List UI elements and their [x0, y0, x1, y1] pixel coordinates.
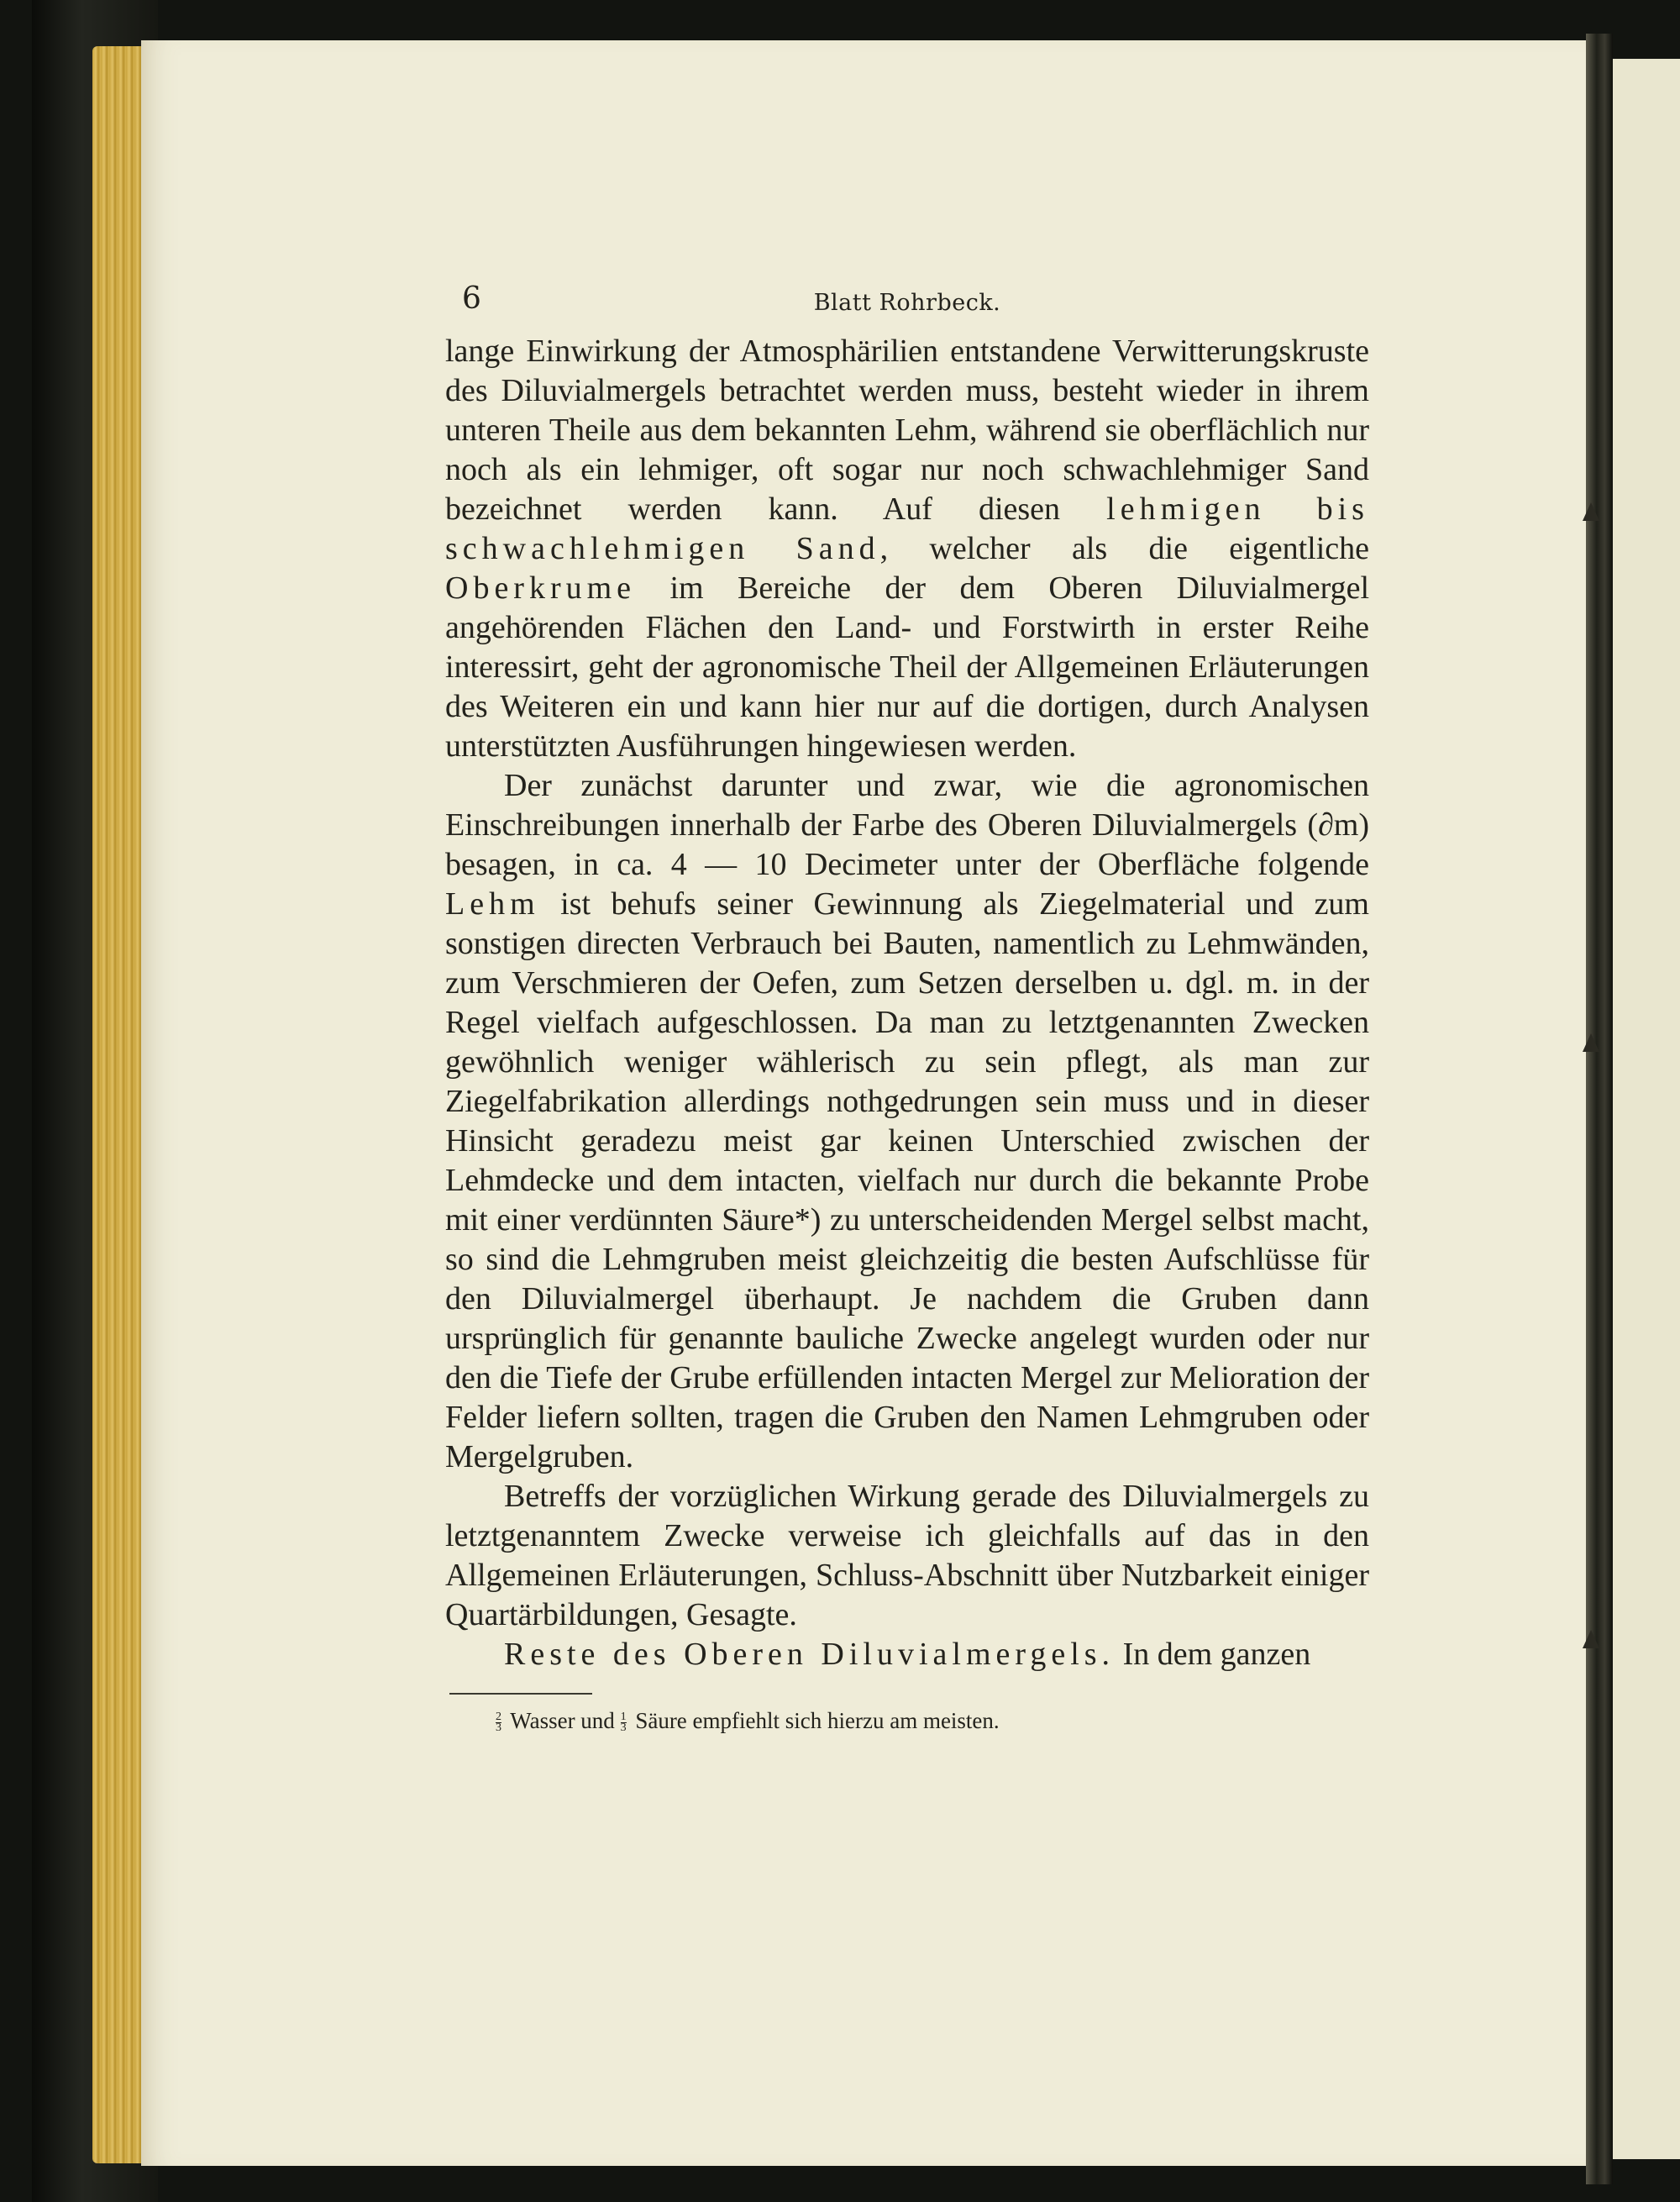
paragraph — [445, 766, 1369, 1477]
spaced-emphasis: Lehm — [445, 886, 540, 922]
running-title: Blatt Rohrbeck. — [813, 290, 1001, 316]
section-heading-inline: Reste des Oberen Diluvialmergels. — [504, 1637, 1116, 1672]
paragraph — [445, 1635, 1369, 1674]
text-run: lange Einwirkung der Atmosphärilien entstandene Verwitterungskruste des Diluvialmergels betrachtet werden muss, besteht wieder in ihrem unteren Theile aus dem bekannten Lehm, während sie oberflächlich nur noch als ein lehmiger, oft sogar nur noch schwachlehmiger Sand bezeichnet werden kann. Auf diesen — [445, 334, 1369, 527]
text-run: Der zunächst darunter und zwar, wie die agronomischen Einschreibungen innerhalb der Farbe des Oberen Diluvialmergels (∂m) besagen, in ca. 4 — 10 Decimeter unter der Oberfläche folgende — [445, 768, 1369, 882]
page-content — [445, 281, 1369, 1735]
page-header — [445, 281, 1369, 332]
body-text — [445, 332, 1369, 1674]
footnote-text: Säure empfiehlt sich hierzu am meisten. — [629, 1708, 1000, 1733]
text-run: , welcher als die eigentliche — [879, 531, 1369, 566]
fraction-denominator: 3 — [620, 1721, 627, 1735]
spaced-emphasis: Oberkrume — [445, 570, 637, 606]
fraction-numerator: 1 — [620, 1711, 627, 1724]
fraction — [621, 1712, 627, 1733]
binding-thread-mark — [1583, 502, 1599, 521]
paragraph — [445, 1477, 1369, 1635]
footnote-text: Wasser und — [505, 1708, 621, 1733]
facing-page-sliver — [1609, 59, 1680, 2159]
book-gutter — [1586, 34, 1613, 2184]
text-run: Betreffs der vorzüglichen Wirkung gerade des Diluvialmergels zu letztgenanntem Zwecke verweise ich gleichfalls auf das in den Allgemeinen Erläuterungen, Schluss-Abschnitt über Nutzbarkeit einiger Quartärbildungen, Gesagte. — [445, 1479, 1369, 1632]
text-run: im Bereiche der dem Oberen Diluvialmergel angehörenden Flächen den Land- und Forstwirth in erster Reihe interessirt, geht der agronomische Theil der Allgemeinen Erläuterungen des Weiteren ein und kann hier nur auf die dortigen, durch Analysen unterstützten Ausführungen hingewiesen werden. — [445, 570, 1369, 764]
spaced-emphasis: lehmigen bis schwachlehmigen Sand — [445, 491, 1369, 566]
paragraph — [445, 332, 1369, 766]
text-run: ist behufs seiner Gewinnung als Ziegelmaterial und zum sonstigen directen Verbrauch bei Bauten, namentlich zu Lehmwänden, zum Verschmieren der Oefen, zum Setzen derselben u. dgl. m. in der Regel vielfach aufgeschlossen. Da man zu letztgenannten Zwecken gewöhnlich weniger wählerisch zu sein pflegt, als man zur Ziegelfabrikation allerdings nothgedrungen sein muss und in dieser Hinsicht geradezu meist gar keinen Unterschied zwischen der Lehmdecke und dem intacten, vielfach nur durch die bekannte Probe mit einer verdünnten Säure*) zu unterscheidenden Mergel selbst macht, so sind die Lehmgruben meist gleichzeitig die besten Aufschlüsse für den Diluvialmergel überhaupt. Je nachdem die Gruben dann ursprünglich für genannte bauliche Zwecke angelegt wurden oder nur den die Tiefe der Grube erfüllenden intacten Mergel zur Melioration der Felder liefern sollten, tragen die Gruben den Namen Lehmgruben oder Mergelgruben. — [445, 886, 1369, 1474]
fraction-denominator: 3 — [496, 1721, 501, 1735]
footnote-divider — [449, 1693, 592, 1695]
fraction-numerator: 2 — [496, 1711, 501, 1724]
fraction — [496, 1712, 501, 1733]
page-number: 6 — [462, 281, 481, 316]
text-run: In dem ganzen — [1115, 1637, 1311, 1672]
binding-thread-mark — [1583, 1630, 1599, 1648]
binding-thread-mark — [1583, 1033, 1599, 1052]
footnote — [445, 1706, 1369, 1735]
